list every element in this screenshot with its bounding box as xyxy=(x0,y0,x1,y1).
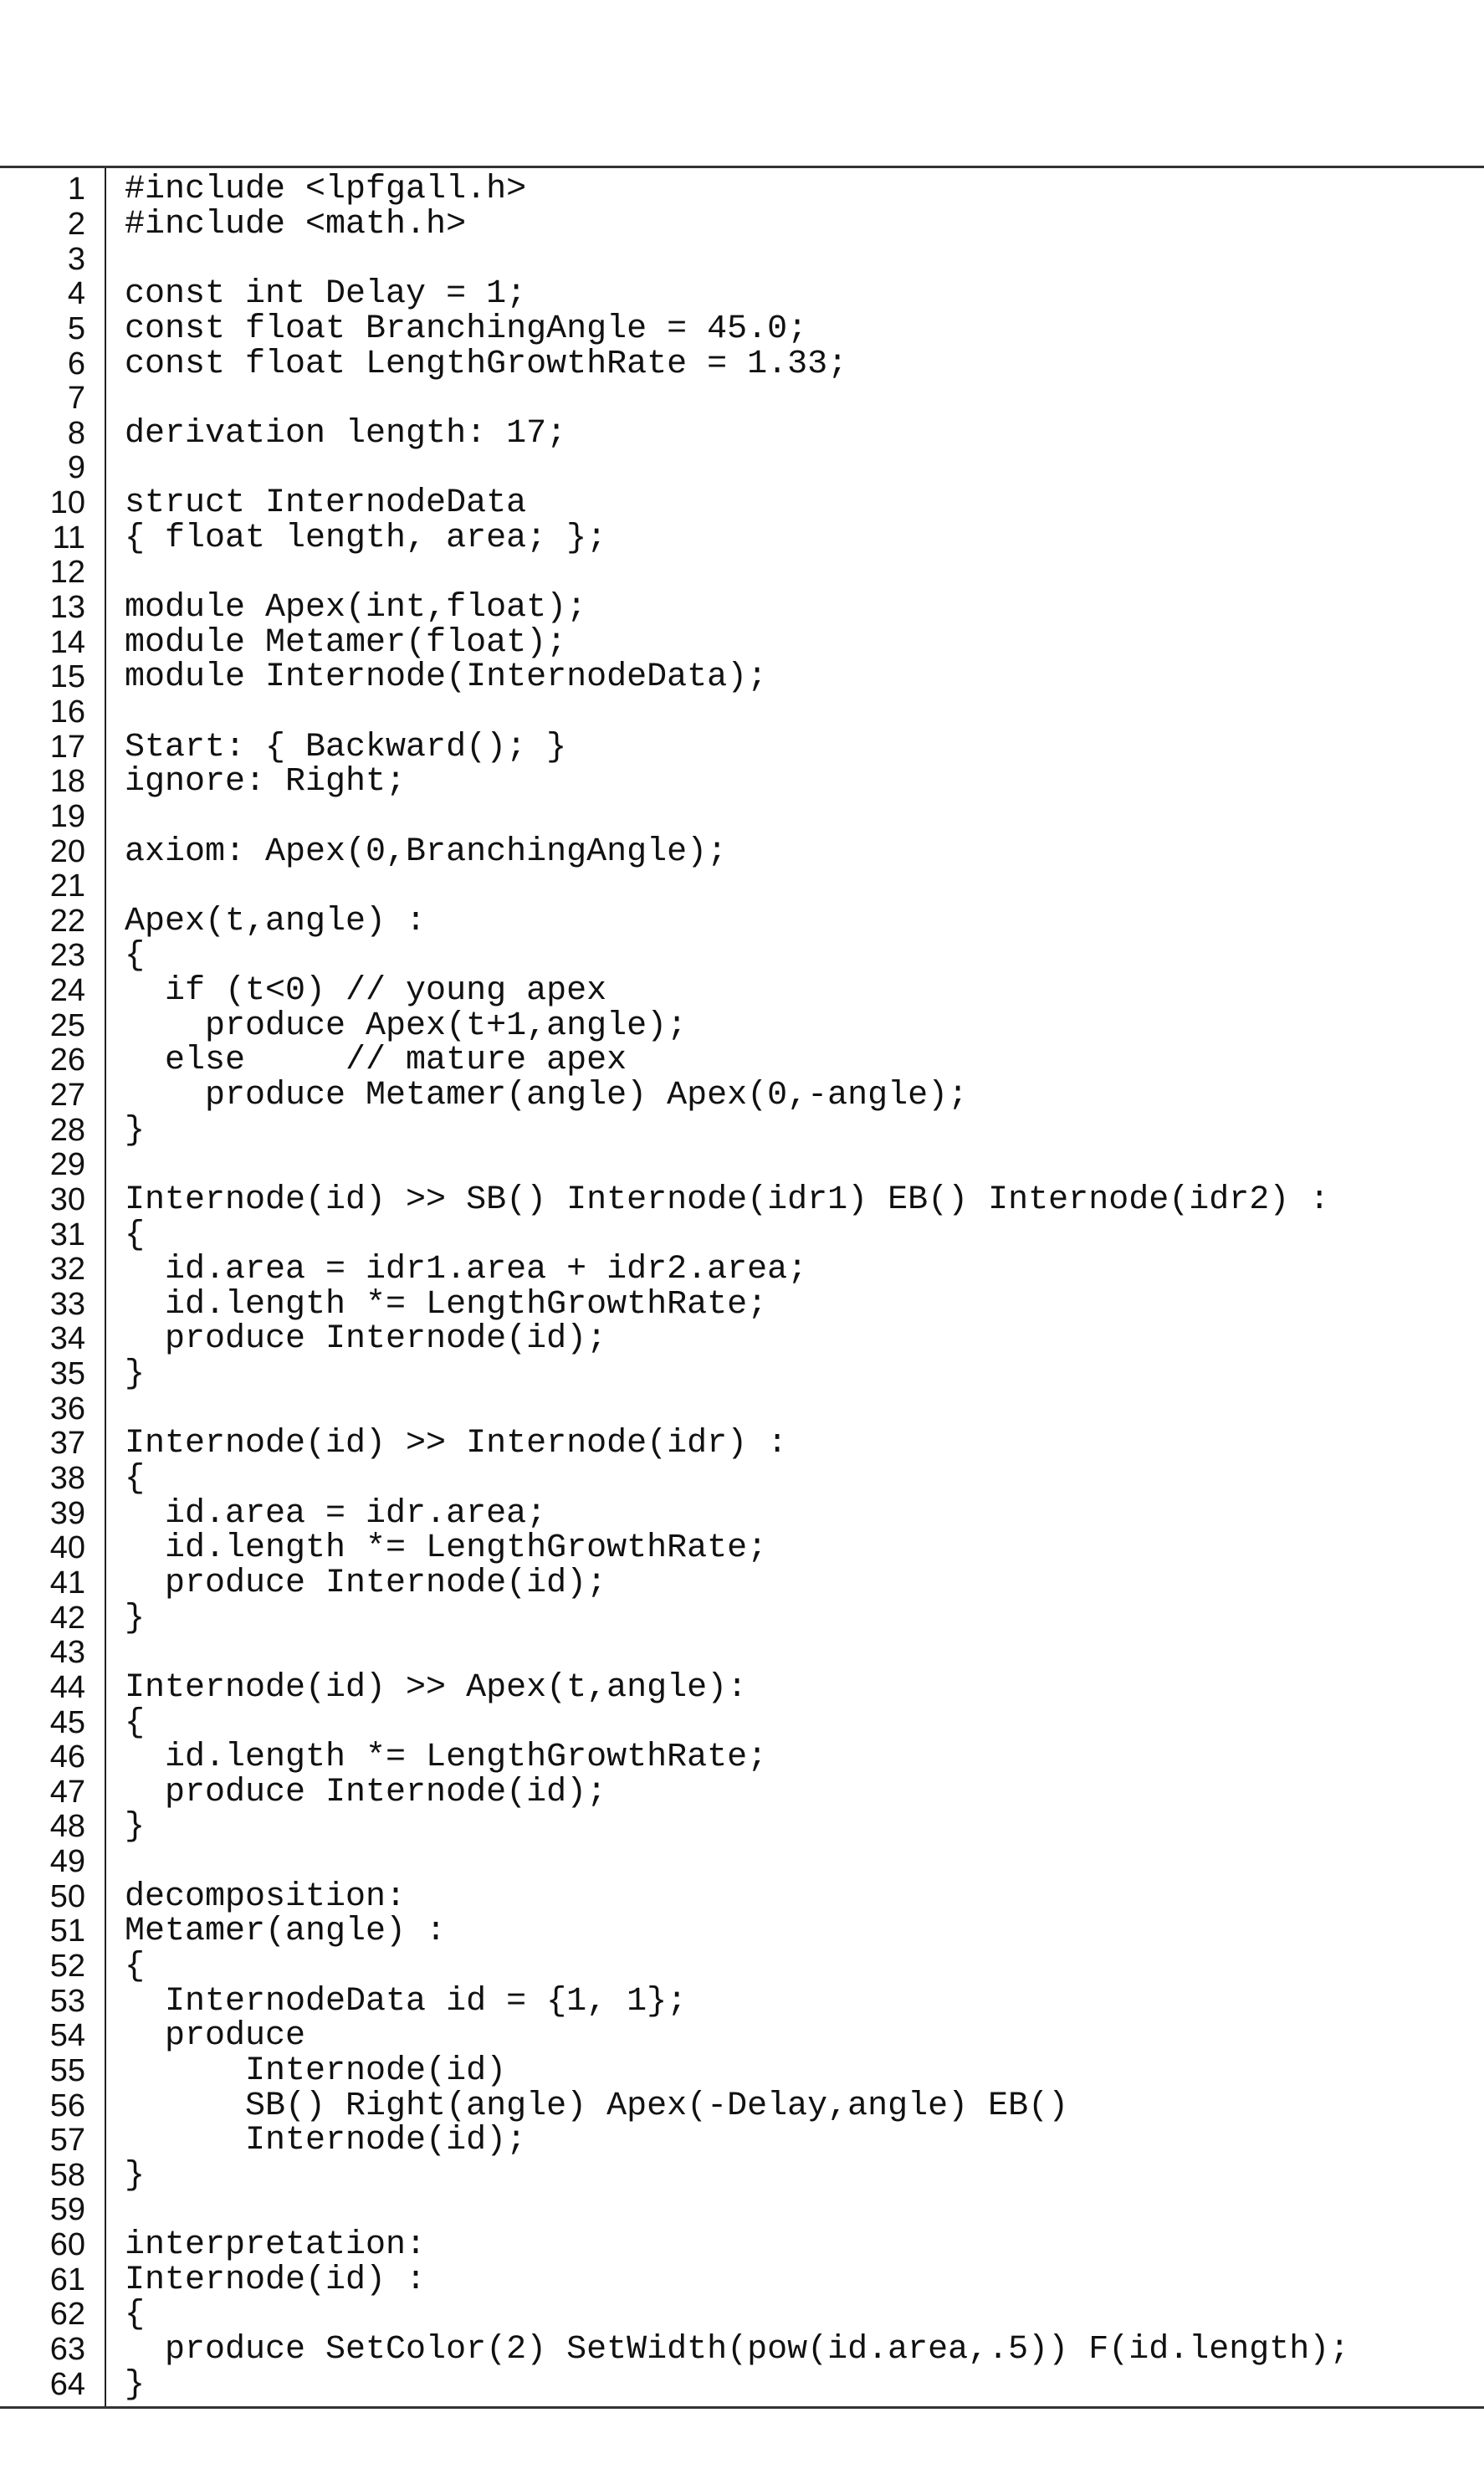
line-code: struct InternodeData xyxy=(125,484,527,523)
line-number: 41 xyxy=(49,1565,85,1601)
code-line xyxy=(0,277,1484,312)
code-line xyxy=(0,1322,1484,1357)
line-code: const float BranchingAngle = 45.0; xyxy=(125,310,808,348)
line-number-divider xyxy=(105,168,106,2406)
line-number: 52 xyxy=(49,1949,85,1984)
line-code: derivation length: 17; xyxy=(125,414,567,453)
code-line xyxy=(0,1810,1484,1845)
line-code: Internode(id) : xyxy=(125,2261,427,2299)
line-code: produce Internode(id); xyxy=(125,1320,607,1359)
line-code: axiom: Apex(0,BranchingAngle); xyxy=(125,832,728,871)
line-code: decomposition: xyxy=(125,1877,407,1916)
line-number: 43 xyxy=(49,1635,85,1671)
code-line xyxy=(0,172,1484,207)
line-code: id.length *= LengthGrowthRate; xyxy=(125,1739,768,1777)
line-code: Internode(id) >> Internode(idr) : xyxy=(125,1425,788,1463)
code-line xyxy=(0,625,1484,660)
line-number: 17 xyxy=(49,729,85,765)
line-code: ignore: Right; xyxy=(125,763,407,802)
code-line xyxy=(0,1008,1484,1043)
code-line xyxy=(0,765,1484,800)
line-code: Internode(id) >> Apex(t,angle): xyxy=(125,1668,748,1707)
code-line xyxy=(0,800,1484,835)
code-line xyxy=(0,346,1484,382)
line-code: } xyxy=(125,1599,146,1637)
line-number: 7 xyxy=(67,381,85,417)
line-code: } xyxy=(125,2365,146,2404)
code-line xyxy=(0,1043,1484,1078)
line-number: 38 xyxy=(49,1461,85,1497)
line-number: 62 xyxy=(49,2297,85,2333)
line-code: #include <lpfgall.h> xyxy=(125,171,527,209)
line-number: 34 xyxy=(49,1321,85,1357)
line-code: produce Metamer(angle) Apex(0,-angle); xyxy=(125,1076,969,1114)
line-number: 2 xyxy=(67,206,85,242)
code-line xyxy=(0,486,1484,521)
line-number: 32 xyxy=(49,1252,85,1288)
line-number: 37 xyxy=(49,1426,85,1462)
code-line xyxy=(0,1879,1484,1914)
code-line xyxy=(0,1427,1484,1462)
code-line xyxy=(0,1496,1484,1531)
code-line xyxy=(0,591,1484,626)
line-number: 31 xyxy=(49,1217,85,1252)
code-line xyxy=(0,1391,1484,1427)
code-line xyxy=(0,2297,1484,2333)
line-number: 27 xyxy=(49,1077,85,1113)
code-line xyxy=(0,451,1484,486)
code-line xyxy=(0,1668,1484,1707)
line-number: 14 xyxy=(49,624,85,660)
line-code: #include <math.h> xyxy=(125,205,467,243)
code-line xyxy=(0,1705,1484,1740)
code-line xyxy=(0,1217,1484,1252)
line-number: 8 xyxy=(67,415,85,451)
line-code: Internode(id) >> SB() Internode(idr1) EB() Internode(idr2) : xyxy=(125,1181,1330,1219)
line-number: 21 xyxy=(49,868,85,904)
line-code: id.area = idr.area; xyxy=(125,1494,547,1533)
line-number: 29 xyxy=(49,1147,85,1183)
code-line xyxy=(0,1183,1484,1218)
code-line xyxy=(0,312,1484,347)
code-line xyxy=(0,1252,1484,1288)
line-code: { float length, area; }; xyxy=(125,519,607,557)
line-number: 46 xyxy=(49,1739,85,1775)
line-code: { xyxy=(125,2296,146,2334)
line-number: 20 xyxy=(49,833,85,869)
line-number: 16 xyxy=(49,694,85,730)
line-code: { xyxy=(125,1216,146,1254)
code-listing xyxy=(0,166,1484,2409)
code-line xyxy=(0,2333,1484,2368)
code-line xyxy=(0,869,1484,904)
line-number: 11 xyxy=(52,520,85,556)
line-code: id.area = idr1.area + idr2.area; xyxy=(125,1251,808,1289)
code-line xyxy=(0,1601,1484,1636)
code-line xyxy=(0,1740,1484,1775)
line-number: 56 xyxy=(49,2087,85,2123)
line-number: 12 xyxy=(49,555,85,591)
line-code: Metamer(angle) : xyxy=(125,1913,447,1951)
code-line xyxy=(0,2123,1484,2159)
line-code: produce Internode(id); xyxy=(125,1773,607,1811)
line-number: 57 xyxy=(49,2123,85,2159)
line-number: 1 xyxy=(67,172,85,207)
line-code: Internode(id) xyxy=(125,2052,507,2090)
line-code: } xyxy=(125,1808,146,1847)
code-line xyxy=(0,1636,1484,1671)
line-code: interpretation: xyxy=(125,2226,427,2265)
line-code: if (t<0) // young apex xyxy=(125,972,607,1011)
code-line xyxy=(0,2262,1484,2297)
line-number: 6 xyxy=(67,346,85,382)
code-line xyxy=(0,242,1484,277)
line-code: id.length *= LengthGrowthRate; xyxy=(125,1529,768,1568)
code-line xyxy=(0,1113,1484,1148)
line-number: 45 xyxy=(49,1704,85,1740)
line-number: 9 xyxy=(67,450,85,486)
line-number: 51 xyxy=(49,1913,85,1949)
code-line xyxy=(0,382,1484,417)
code-line xyxy=(0,730,1484,765)
code-line xyxy=(0,1949,1484,1985)
line-code: module Internode(InternodeData); xyxy=(125,658,768,697)
line-number: 22 xyxy=(49,903,85,939)
line-number: 40 xyxy=(49,1530,85,1566)
line-number: 10 xyxy=(49,485,85,521)
line-code: { xyxy=(125,1948,146,1985)
line-number: 28 xyxy=(49,1112,85,1148)
line-number: 25 xyxy=(49,1007,85,1043)
line-number: 19 xyxy=(49,798,85,834)
code-line xyxy=(0,2367,1484,2402)
line-code: Apex(t,angle) : xyxy=(125,902,427,940)
code-line xyxy=(0,1531,1484,1566)
line-number: 15 xyxy=(49,659,85,695)
code-line xyxy=(0,939,1484,974)
line-number: 58 xyxy=(49,2157,85,2193)
line-code: id.length *= LengthGrowthRate; xyxy=(125,1285,768,1324)
line-number: 24 xyxy=(49,973,85,1009)
code-line xyxy=(0,1357,1484,1392)
code-line xyxy=(0,1984,1484,2019)
line-number: 35 xyxy=(49,1356,85,1392)
code-line xyxy=(0,660,1484,695)
line-code: Internode(id); xyxy=(125,2122,527,2160)
line-code: module Apex(int,float); xyxy=(125,589,587,627)
line-number: 4 xyxy=(67,276,85,312)
line-code: { xyxy=(125,937,146,976)
line-number: 59 xyxy=(49,2192,85,2228)
code-line xyxy=(0,834,1484,869)
code-line xyxy=(0,207,1484,243)
line-code: { xyxy=(125,1460,146,1498)
line-number: 64 xyxy=(49,2366,85,2402)
line-number: 5 xyxy=(67,310,85,346)
code-line xyxy=(0,1148,1484,1183)
line-number: 55 xyxy=(49,2052,85,2088)
line-code: SB() Right(angle) Apex(-Delay,angle) EB() xyxy=(125,2087,1069,2125)
line-code: Start: { Backward(); } xyxy=(125,728,567,766)
code-line xyxy=(0,1078,1484,1114)
line-number: 54 xyxy=(49,2018,85,2054)
line-code: } xyxy=(125,1111,146,1150)
line-number: 60 xyxy=(49,2227,85,2263)
line-code: module Metamer(float); xyxy=(125,623,567,662)
line-number: 49 xyxy=(49,1844,85,1880)
line-code: } xyxy=(125,1355,146,1394)
code-line xyxy=(0,2019,1484,2054)
code-line xyxy=(0,2193,1484,2228)
code-line xyxy=(0,2228,1484,2263)
line-number: 23 xyxy=(49,938,85,974)
line-code: } xyxy=(125,2156,146,2195)
line-code: InternodeData id = {1, 1}; xyxy=(125,1982,688,2021)
code-line xyxy=(0,1845,1484,1880)
line-code: const float LengthGrowthRate = 1.33; xyxy=(125,345,848,383)
code-line xyxy=(0,1285,1484,1324)
code-line xyxy=(0,904,1484,939)
line-number: 50 xyxy=(49,1878,85,1914)
line-code: produce xyxy=(125,2017,306,2056)
line-number: 47 xyxy=(49,1774,85,1810)
code-line xyxy=(0,1566,1484,1601)
line-number: 13 xyxy=(49,590,85,626)
code-line xyxy=(0,2088,1484,2123)
line-number: 44 xyxy=(49,1669,85,1705)
line-number: 33 xyxy=(49,1286,85,1322)
code-line xyxy=(0,2054,1484,2089)
line-code: produce Apex(t+1,angle); xyxy=(125,1007,688,1045)
code-line xyxy=(0,556,1484,591)
line-number: 30 xyxy=(49,1181,85,1217)
code-line xyxy=(0,974,1484,1009)
line-code: const int Delay = 1; xyxy=(125,275,527,314)
line-code: produce Internode(id); xyxy=(125,1564,607,1602)
line-number: 42 xyxy=(49,1600,85,1636)
code-lines xyxy=(0,172,1484,2402)
code-line xyxy=(0,1914,1484,1949)
line-number: 53 xyxy=(49,1983,85,2019)
line-number: 48 xyxy=(49,1809,85,1845)
code-line xyxy=(0,520,1484,556)
code-line xyxy=(0,1775,1484,1810)
code-line xyxy=(0,416,1484,451)
line-number: 18 xyxy=(49,764,85,800)
code-line xyxy=(0,2156,1484,2195)
line-number: 63 xyxy=(49,2332,85,2368)
line-number: 26 xyxy=(49,1042,85,1078)
line-code: else // mature apex xyxy=(125,1042,627,1080)
line-code: { xyxy=(125,1703,146,1742)
code-line xyxy=(0,1462,1484,1497)
line-number: 39 xyxy=(49,1495,85,1531)
line-number: 3 xyxy=(67,241,85,277)
line-number: 36 xyxy=(49,1391,85,1427)
line-code: produce SetColor(2) SetWidth(pow(id.area,.5)) F(id.length); xyxy=(125,2331,1350,2369)
line-number: 61 xyxy=(49,2262,85,2297)
code-line xyxy=(0,695,1484,730)
